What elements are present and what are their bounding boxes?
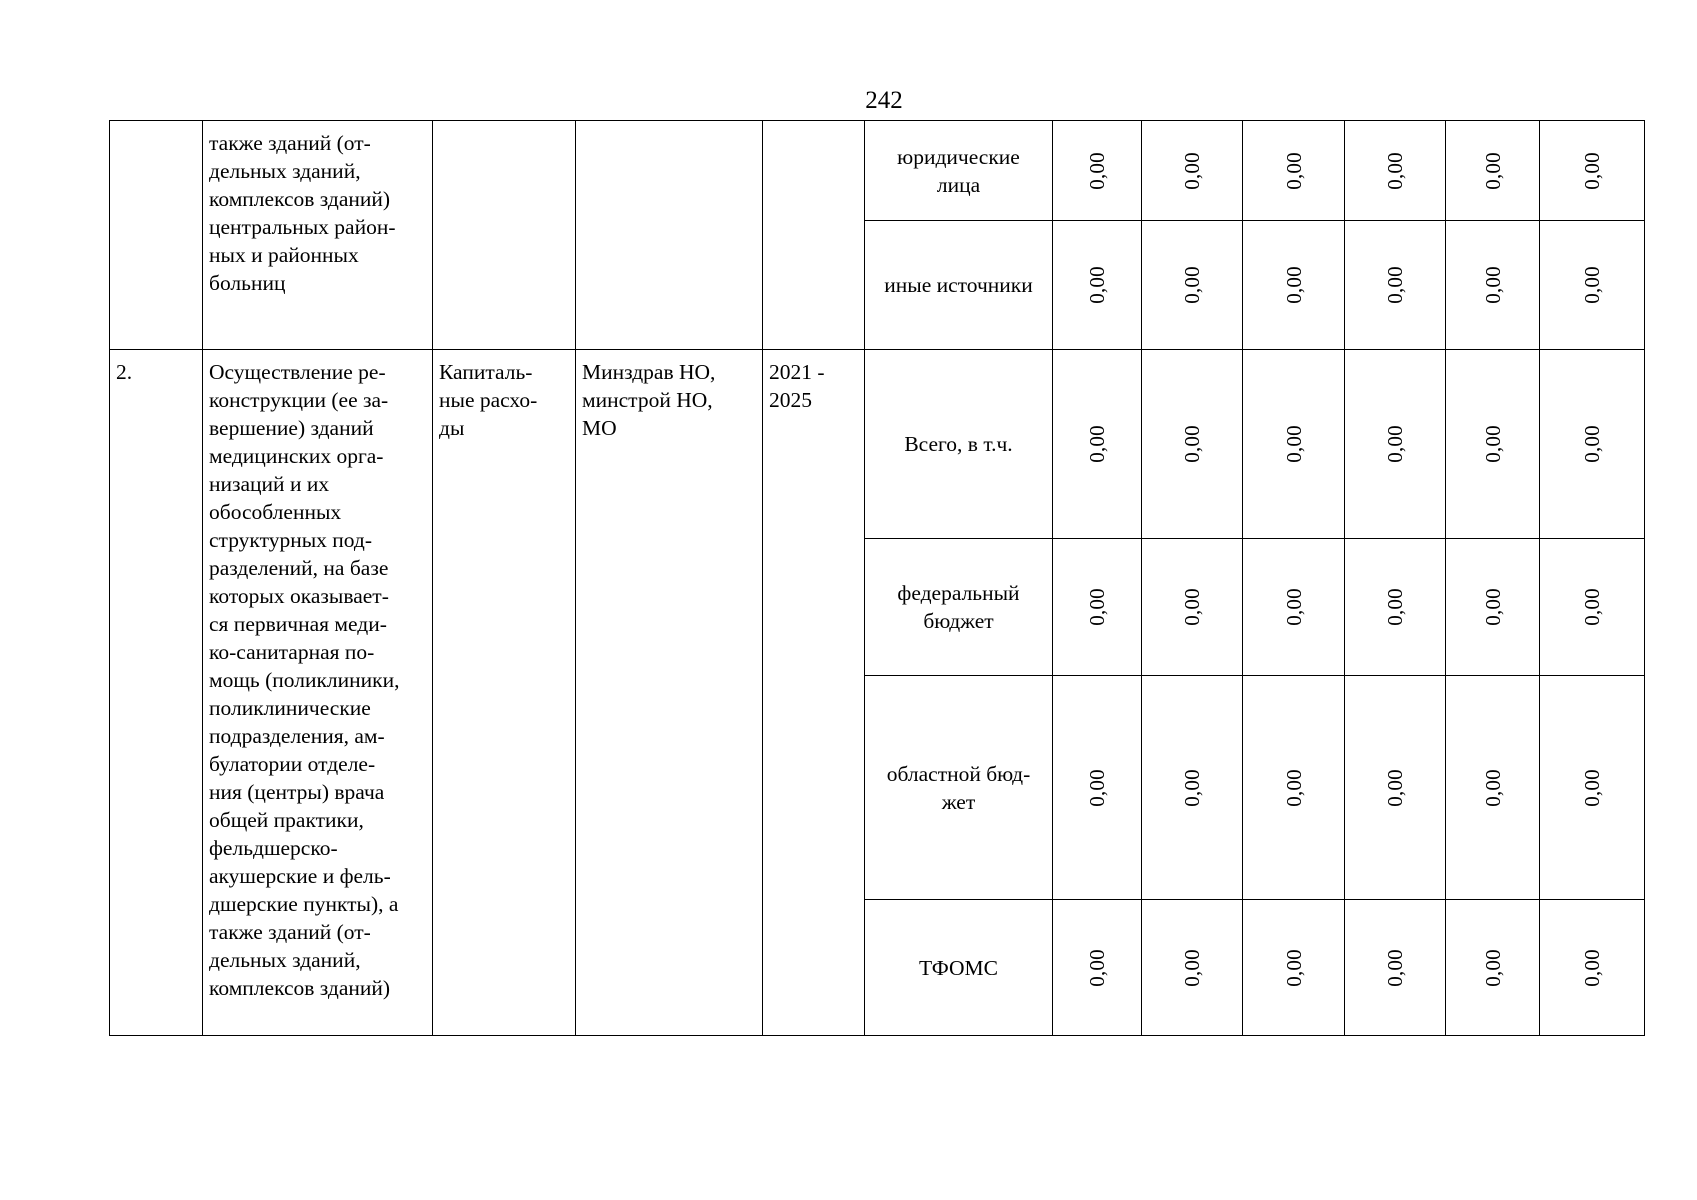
cell-text-line: дельных зданий,: [209, 159, 361, 183]
cell-text-line: больниц: [209, 271, 286, 295]
value-cell: 0,00: [1053, 350, 1142, 539]
cell-text-line: ды: [439, 416, 465, 440]
funding-source-label: [865, 676, 1053, 900]
value-cell: 0,00: [1540, 539, 1645, 676]
period-cell: [763, 121, 865, 350]
value-cell: 0,00: [1053, 900, 1142, 1036]
value-cell: 0,00: [1142, 221, 1243, 350]
cell-text-line: булатории отделе-: [209, 752, 376, 776]
funding-source-text-line: федеральный: [897, 581, 1020, 605]
value-cell: 0,00: [1446, 900, 1540, 1036]
funding-source-label: [865, 350, 1053, 539]
cell-text-line: низаций и их: [209, 472, 330, 496]
value-cell: 0,00: [1446, 221, 1540, 350]
funding-source-text-line: бюджет: [923, 609, 994, 633]
value-cell: 0,00: [1540, 221, 1645, 350]
page-number: 242: [865, 87, 903, 114]
funding-source-text-line: иные источники: [884, 273, 1033, 297]
cell-text-line: фельдшерско-: [209, 836, 338, 860]
value-cell: 0,00: [1345, 221, 1446, 350]
cell-text-line: дельных зданий,: [209, 948, 361, 972]
cell-text-line: также зданий (от-: [209, 131, 371, 155]
executor-cell: [576, 350, 763, 1036]
funding-source-label: [865, 900, 1053, 1036]
value-cell: 0,00: [1446, 121, 1540, 221]
cell-text-line: комплексов зданий): [209, 976, 391, 1000]
cell-text-line: разделений, на базе: [209, 556, 389, 580]
budget-table: [109, 120, 1645, 1036]
value-cell: 0,00: [1142, 350, 1243, 539]
value-cell: 0,00: [1142, 900, 1243, 1036]
cell-text-line: Осуществление ре-: [209, 360, 386, 384]
value-cell: 0,00: [1345, 121, 1446, 221]
cell-text-line: 2025: [769, 388, 812, 412]
row-number-cell: [110, 121, 203, 350]
table-row: [110, 121, 1645, 221]
value-cell: 0,00: [1345, 900, 1446, 1036]
table-row: [110, 350, 1645, 539]
cell-text-line: обособленных: [209, 500, 342, 524]
cell-text-line: МО: [582, 416, 617, 440]
cell-text-line: структурных под-: [209, 528, 373, 552]
cell-text-line: поликлинические: [209, 696, 371, 720]
value-cell: 0,00: [1243, 121, 1345, 221]
cell-text-line: минстрой НО,: [582, 388, 713, 412]
value-cell: 0,00: [1540, 676, 1645, 900]
funding-source-label: [865, 121, 1053, 221]
event-name-cell: [203, 350, 433, 1036]
value-cell: 0,00: [1243, 539, 1345, 676]
expense-type-cell: [433, 121, 576, 350]
cell-text-line: которых оказывает-: [209, 584, 389, 608]
value-cell: 0,00: [1540, 350, 1645, 539]
cell-text-line: конструкции (ее за-: [209, 388, 389, 412]
value-cell: 0,00: [1243, 350, 1345, 539]
value-cell: 0,00: [1053, 121, 1142, 221]
value-cell: 0,00: [1446, 539, 1540, 676]
cell-text-line: Капиталь-: [439, 360, 533, 384]
cell-text-line: также зданий (от-: [209, 920, 371, 944]
executor-cell: [576, 121, 763, 350]
cell-text-line: акушерские и фель-: [209, 864, 391, 888]
cell-text-line: вершение) зданий: [209, 416, 374, 440]
cell-text-line: ные расхо-: [439, 388, 538, 412]
funding-source-text-line: Всего, в т.ч.: [904, 432, 1013, 456]
value-cell: 0,00: [1540, 121, 1645, 221]
cell-text-line: ных и районных: [209, 243, 359, 267]
event-name-cell: [203, 121, 433, 350]
cell-text-line: общей практики,: [209, 808, 364, 832]
value-cell: 0,00: [1142, 676, 1243, 900]
value-cell: 0,00: [1345, 539, 1446, 676]
cell-text-line: медицинских орга-: [209, 444, 384, 468]
row-number-cell: 2.: [110, 350, 203, 1036]
cell-text-line: центральных район-: [209, 215, 396, 239]
value-cell: 0,00: [1243, 676, 1345, 900]
value-cell: 0,00: [1053, 676, 1142, 900]
value-cell: 0,00: [1446, 676, 1540, 900]
funding-source-text-line: лица: [936, 172, 981, 197]
cell-text-line: ся первичная меди-: [209, 612, 387, 636]
value-cell: 0,00: [1446, 350, 1540, 539]
funding-source-text-line: юридические: [897, 144, 1020, 169]
value-cell: 0,00: [1540, 900, 1645, 1036]
cell-text-line: мощь (поликлиники,: [209, 668, 400, 692]
value-cell: 0,00: [1053, 221, 1142, 350]
cell-text-line: комплексов зданий): [209, 187, 391, 211]
cell-text-line: Минздрав НО,: [582, 360, 716, 384]
cell-text-line: 2021 -: [769, 360, 825, 384]
value-cell: 0,00: [1345, 350, 1446, 539]
cell-text-line: ния (центры) врача: [209, 780, 385, 804]
value-cell: 0,00: [1345, 676, 1446, 900]
period-cell: [763, 350, 865, 1036]
value-cell: 0,00: [1243, 900, 1345, 1036]
value-cell: 0,00: [1142, 121, 1243, 221]
expense-type-cell: [433, 350, 576, 1036]
value-cell: 0,00: [1243, 221, 1345, 350]
table-body: [110, 121, 1645, 1036]
cell-text-line: подразделения, ам-: [209, 724, 385, 748]
funding-source-text-line: ТФОМС: [919, 955, 998, 980]
funding-source-label: [865, 539, 1053, 676]
value-cell: 0,00: [1053, 539, 1142, 676]
value-cell: 0,00: [1142, 539, 1243, 676]
cell-text-line: дшерские пункты), а: [209, 892, 399, 916]
funding-source-text-line: областной бюд-: [886, 761, 1031, 786]
funding-source-text-line: жет: [941, 789, 976, 814]
funding-source-label: [865, 221, 1053, 350]
cell-text-line: ко-санитарная по-: [209, 640, 375, 664]
